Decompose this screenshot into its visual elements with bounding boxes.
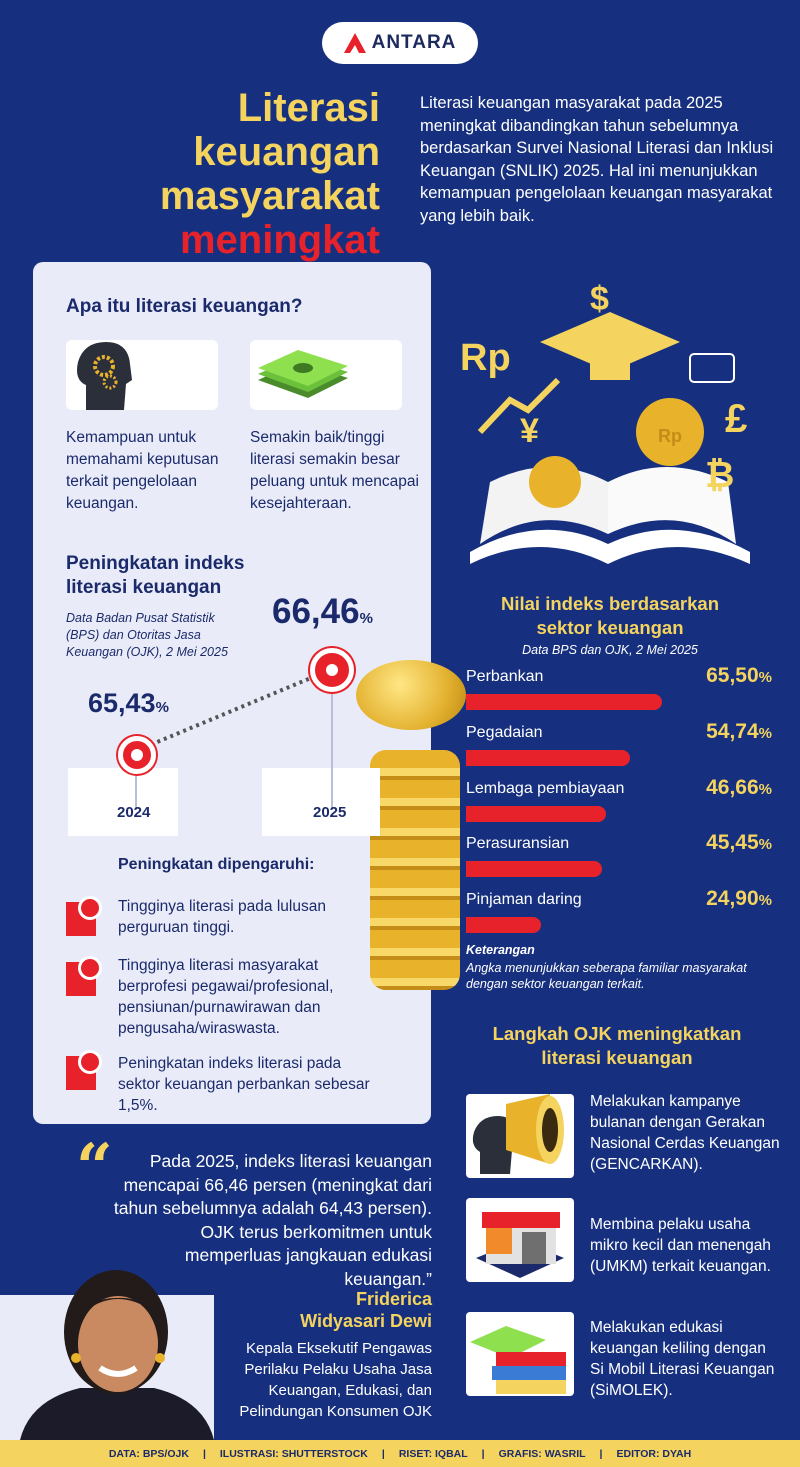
sectors-heading-line-2: sektor keuangan	[536, 617, 684, 638]
factor-bullet-icon	[66, 902, 96, 936]
value-2025-number: 66,46	[272, 592, 360, 631]
increase-heading-line-2: literasi keuangan	[66, 577, 222, 598]
factor-bullet-icon	[66, 1056, 96, 1090]
credit-illustration: ILUSTRASI: SHUTTERSTOCK	[219, 1447, 368, 1460]
sectors-source: Data BPS dan OJK, 2 Mei 2025	[522, 643, 698, 657]
sector-value-number: 24,90	[706, 887, 759, 910]
ojk-heading-line-2: literasi keuangan	[541, 1047, 693, 1068]
credit-editor: EDITOR: DYAH	[616, 1447, 692, 1460]
definition-card-2	[250, 340, 402, 410]
point-marker-2025	[310, 648, 354, 692]
step-3-text: Melakukan edukasi keuangan keliling dengan Si Mobil Literasi Keuangan (SiMOLEK).	[590, 1319, 775, 1399]
sector-row	[466, 720, 772, 768]
headline-line-1: Literasi	[237, 86, 380, 130]
factor-bullet-icon	[66, 962, 96, 996]
sector-value	[706, 887, 772, 911]
definition-text-2: Semakin baik/tinggi literasi semakin besar peluang untuk mencapai kesejahteraan.	[250, 429, 419, 512]
head-gears-icon	[66, 340, 218, 410]
sector-value-unit: %	[758, 725, 772, 742]
factor-item-2: Tingginya literasi masyarakat berprofesi pegawai/profesional, pensiunan/purnawirawan dan pengusaha/wiraswasta.	[118, 957, 334, 1037]
svg-text:$: $	[590, 282, 609, 318]
step-2-icon-box	[466, 1198, 574, 1282]
headline-line-4: meningkat	[179, 218, 380, 262]
quote-mark: “	[76, 1130, 113, 1205]
sector-name: Lembaga pembiayaan	[466, 780, 625, 797]
sector-bar	[466, 861, 602, 877]
sector-row	[466, 831, 772, 879]
quote-author	[240, 1288, 432, 1332]
sector-value-unit: %	[758, 836, 772, 853]
intro-paragraph: Literasi keuangan masyarakat pada 2025 meningkat dibandingkan tahun sebelumnya berdasarkan Survei Nasional Literasi dan Inklusi Keuangan (SNLIK) 2025. Hal ini menunjukkan kemampuan pengelolaan keuangan masyarakat yang lebih baik.	[420, 94, 774, 225]
increase-heading-line-1: Peningkatan indeks	[66, 553, 245, 574]
svg-text:Rp: Rp	[460, 337, 511, 379]
sector-value	[706, 664, 772, 688]
sectors-heading-line-1: Nilai indeks berdasarkan	[501, 593, 719, 614]
quote-author-line-1: Friderica	[355, 1289, 432, 1309]
ojk-heading	[440, 1022, 794, 1070]
definition-card-1	[66, 340, 218, 410]
coin-stack-icon	[370, 750, 460, 990]
sector-value-number: 65,50	[706, 664, 759, 687]
svg-text:¥: ¥	[520, 412, 539, 450]
headline-line-2: keuangan	[193, 130, 380, 174]
coin-icon	[356, 660, 466, 730]
books-money-icon	[466, 1312, 574, 1396]
credit-separator: |	[381, 1447, 385, 1460]
step-1-text: Melakukan kampanye bulanan dengan Gerakan Nasional Cerdas Keuangan (GENCARKAN).	[590, 1093, 780, 1173]
value-2024-unit: %	[155, 699, 169, 716]
credit-separator: |	[481, 1447, 485, 1460]
step-2-text: Membina pelaku usaha mikro kecil dan menengah (UMKM) terkait keuangan.	[590, 1216, 771, 1275]
sector-name: Perbankan	[466, 668, 544, 685]
sector-value-number: 45,45	[706, 831, 759, 854]
sector-name: Pinjaman daring	[466, 891, 582, 908]
point-marker-2024	[118, 736, 156, 774]
sector-value	[706, 831, 772, 855]
note-heading: Keterangan	[466, 943, 535, 957]
sector-bar	[466, 917, 541, 933]
credit-separator: |	[202, 1447, 206, 1460]
ojk-heading-line-1: Langkah OJK meningkatkan	[492, 1023, 742, 1044]
headline-line-3: masyarakat	[159, 174, 380, 218]
footer-credits	[0, 1440, 800, 1467]
logo-text: ANTARA	[371, 32, 457, 53]
factors-heading: Peningkatan dipengaruhi:	[118, 856, 315, 873]
quote-text: Pada 2025, indeks literasi keuangan mencapai 66,46 persen (meningkat dari tahun sebelumnya adalah 64,43 persen). OJK terus berkomitmen untuk memperluas jangkauan edukasi keuangan.”	[113, 1151, 432, 1289]
quote-author-role: Kepala Eksekutif Pengawas Perilaku Pelaku Usaha Jasa Keuangan, Edukasi, dan Pelindungan Konsumen OJK	[239, 1340, 432, 1420]
portrait-illustration	[20, 1260, 214, 1440]
sector-row	[466, 887, 772, 935]
factor-item-1: Tingginya literasi pada lulusan perguruan tinggi.	[118, 898, 326, 936]
sector-name: Pegadaian	[466, 724, 543, 741]
credit-research: RISET: IQBAL	[398, 1447, 468, 1460]
value-2024	[88, 688, 169, 719]
credit-separator: |	[599, 1447, 603, 1460]
finance-book-illustration	[440, 282, 780, 572]
sector-value	[706, 720, 772, 744]
sector-value-unit: %	[758, 669, 772, 686]
svg-text:Rp: Rp	[658, 426, 682, 446]
sector-value-unit: %	[758, 892, 772, 909]
headline	[20, 86, 380, 262]
antara-mark-icon	[344, 33, 366, 53]
sector-bar	[466, 750, 630, 766]
sectors-heading	[440, 592, 780, 640]
year-box-2024	[68, 768, 178, 836]
increase-source: Data Badan Pusat Statistik (BPS) dan Otoritas Jasa Keuangan (OJK), 2 Mei 2025	[66, 611, 228, 659]
value-2025-unit: %	[359, 610, 373, 627]
credit-data: DATA: BPS/OJK	[108, 1447, 189, 1460]
value-2025	[272, 592, 373, 632]
note-text: Angka menunjukkan seberapa familiar masyarakat dengan sektor keuangan terkait.	[466, 961, 747, 991]
sector-row	[466, 664, 772, 712]
store-icon	[466, 1198, 574, 1282]
step-1-icon-box	[466, 1094, 574, 1178]
credit-graphics: GRAFIS: WASRIL	[498, 1447, 586, 1460]
year-label-2025: 2025	[313, 804, 347, 821]
sector-bar	[466, 694, 662, 710]
definition-heading: Apa itu literasi keuangan?	[66, 296, 303, 317]
sector-bar	[466, 806, 606, 822]
svg-text:₿: ₿	[705, 454, 735, 495]
sector-value-unit: %	[758, 781, 772, 798]
increase-heading	[66, 552, 244, 600]
factor-item-3: Peningkatan indeks literasi pada sektor keuangan perbankan sebesar 1,5%.	[118, 1055, 370, 1114]
megaphone-head-icon	[466, 1094, 574, 1178]
definition-text-1: Kemampuan untuk memahami keputusan terkait pengelolaan keuangan.	[66, 429, 219, 512]
svg-text:£: £	[725, 397, 748, 441]
year-box-2025	[262, 768, 380, 836]
antara-logo	[322, 22, 478, 64]
money-stack-icon	[250, 340, 402, 410]
sector-row	[466, 776, 772, 824]
year-label-2024: 2024	[117, 804, 151, 821]
quote-author-line-2: Widyasari Dewi	[300, 1311, 432, 1331]
value-2024-number: 65,43	[88, 688, 156, 718]
sector-name: Perasuransian	[466, 835, 570, 852]
step-3-icon-box	[466, 1312, 574, 1396]
sector-value-number: 54,74	[706, 720, 759, 743]
sector-value	[706, 776, 772, 800]
sector-value-number: 46,66	[706, 776, 759, 799]
